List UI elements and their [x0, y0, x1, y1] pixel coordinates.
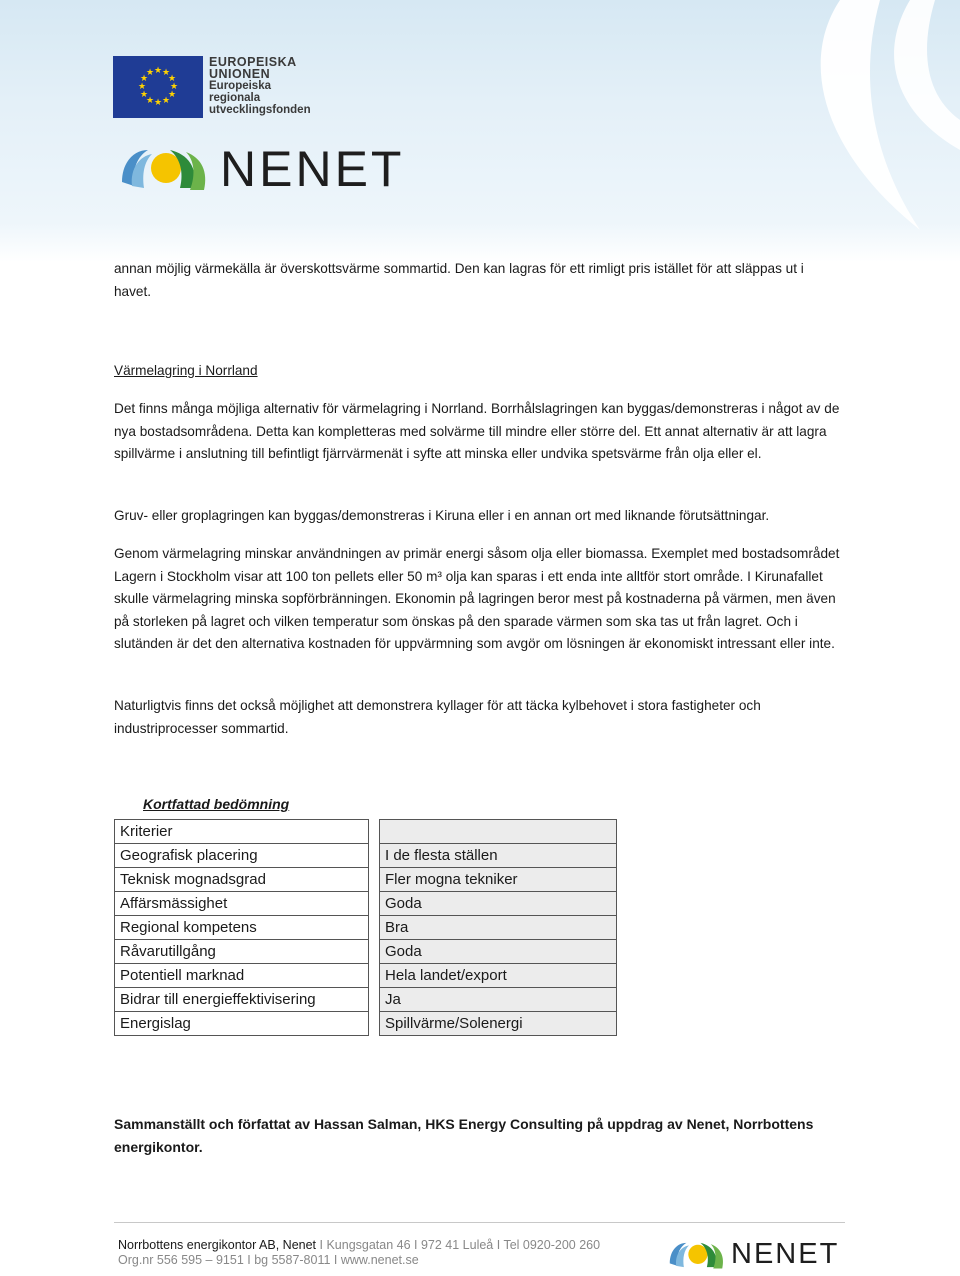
- nenet-sun-icon: [667, 1239, 725, 1271]
- eu-logo-text: [209, 56, 311, 116]
- criterion-cell: Regional kompetens: [115, 916, 369, 940]
- footer-company: Norrbottens energikontor AB, Nenet: [118, 1238, 317, 1252]
- assessment-cell: Spillvärme/Solenergi: [380, 1012, 617, 1036]
- assessment-cell: Hela landet/export: [380, 964, 617, 988]
- table-row: [115, 892, 617, 916]
- eu-logo: [113, 56, 311, 118]
- svg-text:★: ★: [161, 96, 171, 106]
- criterion-cell: Energislag: [115, 1012, 369, 1036]
- assessment-cell: Goda: [380, 940, 617, 964]
- eu-text-line: utvecklingsfonden: [209, 104, 311, 116]
- eu-text-line: Europeiska: [209, 80, 271, 92]
- nenet-sun-icon: [118, 144, 208, 194]
- page-header: [0, 0, 960, 262]
- eu-flag-icon: [113, 56, 203, 118]
- svg-text:★: ★: [167, 74, 177, 84]
- table-row: [115, 844, 617, 868]
- criterion-cell: Råvarutillgång: [115, 940, 369, 964]
- section-heading: Värmelagring i Norrland: [114, 363, 258, 378]
- paragraph-gruvlagring: Gruv- eller groplagringen kan byggas/demonstreras i Kiruna eller i en annan ort med liknande förutsättningar.: [114, 508, 770, 523]
- paragraph-primary-energy: Genom värmelagring minskar användningen av primär energi såsom olja eller biomassa. Exemplet med bostadsområdet Lagern i Stockholm visar att 100 ton pellets eller 50 m³ olja kan sparas i ett enda inte alltför stort område. I Kirunafallet skulle värmelagring minska sopförbränningen. Ekonomin på lagringen beror mest på kostnaderna på värmen, men även på storleken på lagret och vilken temperatur som önskas på den sparade värmen som ska tas ut från lagret. Och i slutänden är det den alternativa kostnaden för uppvärmning som avgör om lösningen är ekonomiskt intressant eller inte.: [114, 546, 840, 652]
- footer-org-line: Org.nr 556 595 – 9151 I bg 5587-8011 I www.nenet.se: [118, 1253, 419, 1267]
- assessment-cell: Goda: [380, 892, 617, 916]
- footer-text: [118, 1238, 600, 1268]
- footer-logo-text: NENET: [731, 1238, 840, 1270]
- table-row: [115, 988, 617, 1012]
- criteria-table: [114, 819, 617, 1036]
- svg-text:★: ★: [153, 98, 163, 108]
- eu-text-line: regionala: [209, 92, 261, 104]
- nenet-logo: [118, 140, 404, 198]
- table-header-row: [115, 820, 617, 844]
- assessment-cell: Bra: [380, 916, 617, 940]
- svg-text:★: ★: [153, 66, 163, 76]
- table-row: [115, 964, 617, 988]
- svg-text:★: ★: [161, 68, 171, 78]
- criterion-cell: Geografisk placering: [115, 844, 369, 868]
- eu-text-line: EUROPEISKA: [209, 55, 297, 69]
- table-row: [115, 1012, 617, 1036]
- footer-address: I Kungsgatan 46 I 972 41 Luleå I Tel 0920-200 260: [316, 1238, 601, 1252]
- table-header-cell: Kriterier: [115, 820, 369, 844]
- svg-text:★: ★: [145, 96, 155, 106]
- criterion-cell: Potentiell marknad: [115, 964, 369, 988]
- assessment-cell: Ja: [380, 988, 617, 1012]
- svg-text:★: ★: [169, 82, 179, 92]
- paragraph-alternatives: Det finns många möjliga alternativ för värmelagring i Norrland. Borrhålslagringen kan byggas/demonstreras i något av de nya bostadsområdena. Detta kan kompletteras med solvärme till mindre eller större del. Ett annat alternativ är att lagra spillvärme i anslutning till befintligt fjärrvärmenät i syfte att minska eller undvika spetsvärme från olja eller el.: [114, 401, 840, 462]
- nenet-logo-text: NENET: [220, 141, 405, 197]
- table-header-cell: [380, 820, 617, 844]
- criterion-cell: Bidrar till energieffektivisering: [115, 988, 369, 1012]
- criterion-cell: Teknisk mognadsgrad: [115, 868, 369, 892]
- paragraph-intro: annan möjlig värmekälla är överskottsvärme sommartid. Den kan lagras för ett rimligt pris istället för att släppas ut i havet.: [114, 261, 804, 299]
- svg-text:★: ★: [139, 74, 149, 84]
- footer-divider: [114, 1222, 845, 1223]
- svg-text:★: ★: [137, 82, 147, 92]
- criterion-cell: Affärsmässighet: [115, 892, 369, 916]
- assessment-cell: Fler mogna tekniker: [380, 868, 617, 892]
- cloud-swoosh-graphic: [760, 0, 960, 262]
- table-title: Kortfattad bedömning: [143, 796, 290, 812]
- svg-text:★: ★: [167, 90, 177, 100]
- table-row: [115, 916, 617, 940]
- footer-nenet-logo: [667, 1238, 839, 1271]
- assessment-cell: I de flesta ställen: [380, 844, 617, 868]
- svg-text:★: ★: [145, 68, 155, 78]
- svg-text:★: ★: [139, 90, 149, 100]
- paragraph-kyllager: Naturligtvis finns det också möjlighet att demonstrera kyllager för att täcka kylbehovet i stora fastigheter och industriprocesser sommartid.: [114, 698, 761, 736]
- author-credit: Sammanställt och författat av Hassan Salman, HKS Energy Consulting på uppdrag av Nenet, Norrbottens energikontor.: [114, 1116, 814, 1155]
- table-row: [115, 868, 617, 892]
- table-row: [115, 940, 617, 964]
- eu-text-line: UNIONEN: [209, 67, 271, 81]
